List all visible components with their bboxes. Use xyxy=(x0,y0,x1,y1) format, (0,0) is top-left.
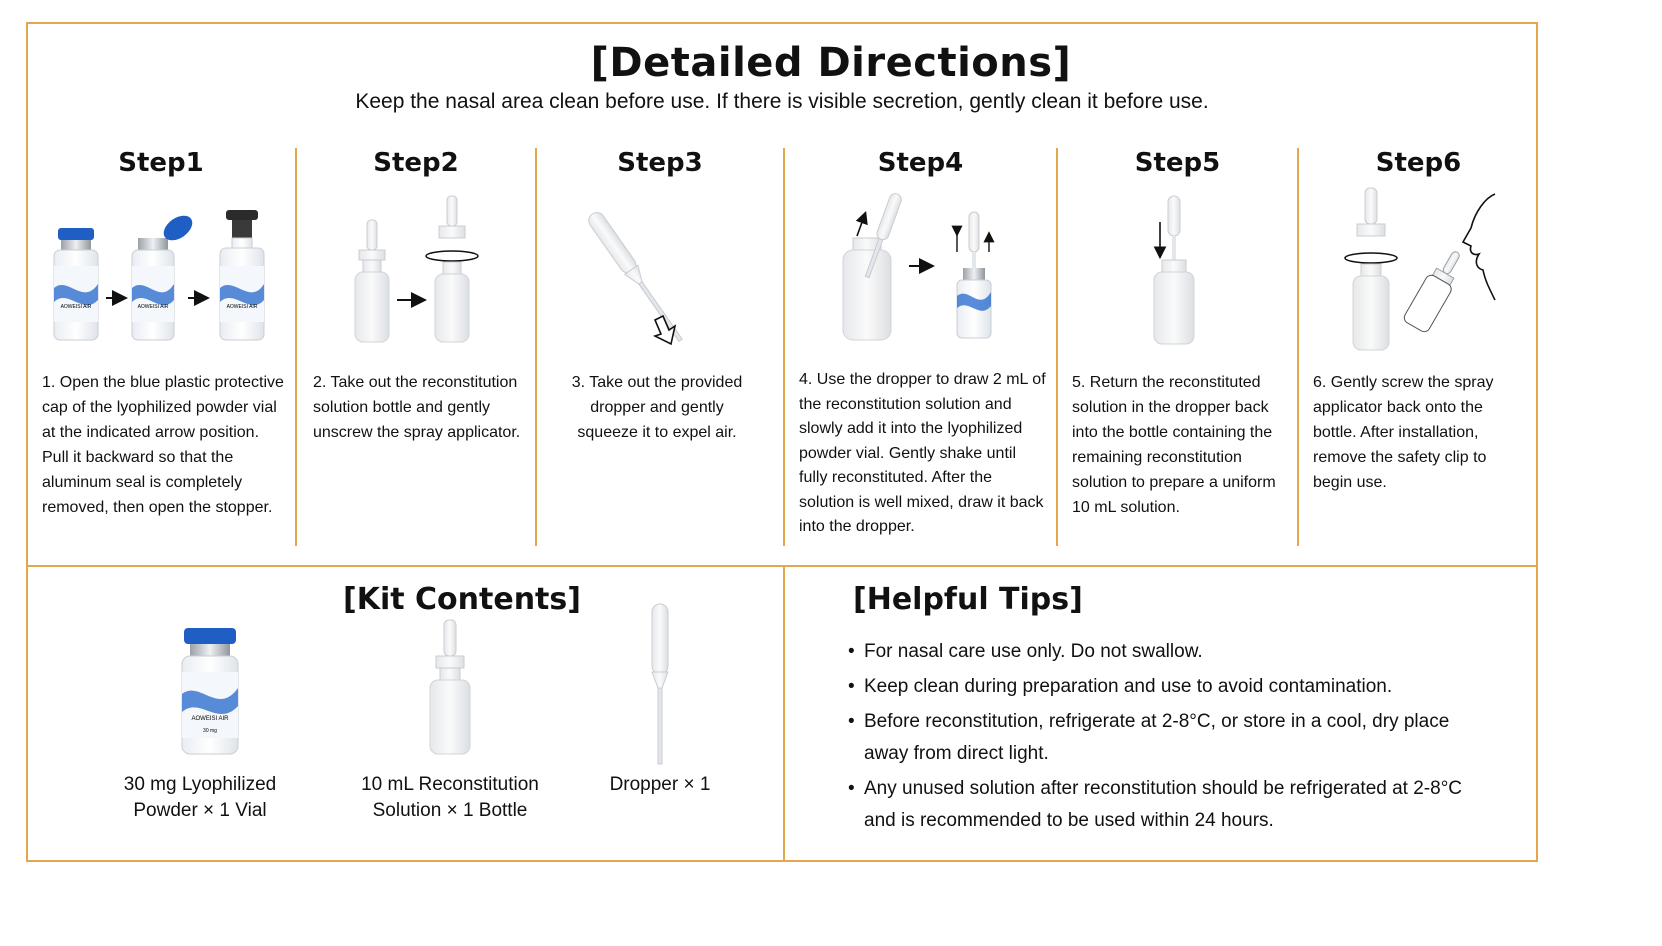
step-description: 1. Open the blue plastic protective cap of the lyophilized powder vial at the indicated arrow position. Pull it backward so that the aluminum seal is completely removed, then open the stopper. xyxy=(42,374,284,516)
press-arrow-icon xyxy=(655,316,675,344)
tip-item: • Before reconstitution, refrigerate at 2-8°C, or store in a cool, dry place away from direct light. xyxy=(846,706,1486,770)
step-3 xyxy=(537,148,783,548)
vial-icon xyxy=(54,228,98,340)
dropper-icon xyxy=(586,210,687,345)
step-2-illustration xyxy=(297,188,535,368)
spray-bottle-icon xyxy=(426,196,478,342)
kit-item-dropper xyxy=(590,772,730,798)
step-1 xyxy=(28,148,294,548)
helpful-tips-title: [Helpful Tips] xyxy=(853,582,1083,617)
kit-vial-icon xyxy=(170,624,250,759)
tip-item: • For nasal care use only. Do not swallow. xyxy=(846,636,1486,668)
kit-item-label: Powder × 1 Vial xyxy=(133,800,267,821)
svg-text:AOWEISI AIR: AOWEISI AIR xyxy=(60,304,92,310)
face-profile-icon xyxy=(1463,194,1495,300)
step-6-illustration xyxy=(1299,188,1538,368)
step-description: 4. Use the dropper to draw 2 mL of the reconstitution solution and slowly add it into the lyophilized powder vial. Gently shake until fully reconstituted. After the solution is well mixed, draw it back into the dropper. xyxy=(799,371,1046,535)
step-description: 5. Return the reconstituted solution in the dropper back into the bottle containing the remaining reconstitution solution to prepare a uniform 10 mL solution. xyxy=(1072,374,1276,516)
dropper-squeeze-illustration xyxy=(537,188,783,368)
step-6 xyxy=(1299,148,1538,548)
step-4-illustration xyxy=(785,188,1056,368)
vial-icon xyxy=(220,210,264,340)
step-description: 6. Gently screw the spray applicator back onto the bottle. After installation, remove the safety clip to begin use. xyxy=(1313,374,1494,491)
svg-text:AOWEISI AIR: AOWEISI AIR xyxy=(191,716,229,722)
svg-text:30 mg: 30 mg xyxy=(203,728,217,734)
step-title: Step4 xyxy=(877,148,964,178)
return-solution-illustration xyxy=(1058,188,1297,368)
kit-item-vial xyxy=(100,772,300,824)
step-title: Step5 xyxy=(1134,148,1221,178)
dropper-icon xyxy=(1168,196,1180,260)
tip-item: • Keep clean during preparation and use to avoid contamination. xyxy=(846,671,1486,703)
spray-use-illustration xyxy=(1299,188,1538,368)
kit-dropper-icon xyxy=(645,602,675,768)
step-title: Step2 xyxy=(373,148,459,178)
spray-bottle-tilted-icon xyxy=(1402,245,1469,333)
step-title: Step3 xyxy=(617,148,703,178)
section-divider-vertical xyxy=(783,566,785,862)
svg-text:AOWEISI AIR: AOWEISI AIR xyxy=(137,304,169,310)
step-5-illustration xyxy=(1058,188,1297,368)
step-3-illustration xyxy=(537,188,783,368)
spray-bottle-icon xyxy=(1345,188,1397,350)
bottle-icon xyxy=(843,238,891,340)
spray-bottle-icon xyxy=(355,220,389,342)
page-title: [Detailed Directions] xyxy=(590,40,1072,86)
step-description: 3. Take out the provided dropper and gently squeeze it to expel air. xyxy=(571,374,743,441)
vial-icon xyxy=(132,211,197,340)
step-4 xyxy=(785,148,1056,548)
step-1-illustration xyxy=(28,188,294,368)
step-title: Step6 xyxy=(1375,148,1462,178)
kit-item-solution xyxy=(340,772,560,824)
step-2 xyxy=(297,148,535,548)
tips-list xyxy=(846,636,1486,840)
vial-opening-illustration xyxy=(28,188,294,368)
section-divider xyxy=(26,565,1538,567)
kit-item-label: 10 mL Reconstitution xyxy=(361,774,539,795)
vial-with-dropper-icon xyxy=(957,212,991,338)
spray-bottle-unscrew-illustration xyxy=(297,188,535,368)
kit-item-label: Dropper × 1 xyxy=(609,774,711,795)
draw-and-add-illustration xyxy=(785,188,1056,368)
kit-item-label: 30 mg Lyophilized xyxy=(123,774,277,795)
page-subtitle: Keep the nasal area clean before use. If there is visible secretion, gently clean it before use. xyxy=(355,90,1209,113)
step-5 xyxy=(1058,148,1297,548)
kit-spray-bottle-icon xyxy=(420,618,480,758)
bottle-icon xyxy=(1154,260,1194,344)
step-description: 2. Take out the reconstitution solution bottle and gently unscrew the spray applicator. xyxy=(313,374,521,441)
step-title: Step1 xyxy=(118,148,204,178)
tip-item: • Any unused solution after reconstitution should be refrigerated at 2-8°C and is recommended to be used within 24 hours. xyxy=(846,773,1486,837)
kit-item-label: Solution × 1 Bottle xyxy=(372,800,528,821)
svg-text:AOWEISI AIR: AOWEISI AIR xyxy=(226,304,258,310)
kit-contents-title: [Kit Contents] xyxy=(343,582,581,617)
